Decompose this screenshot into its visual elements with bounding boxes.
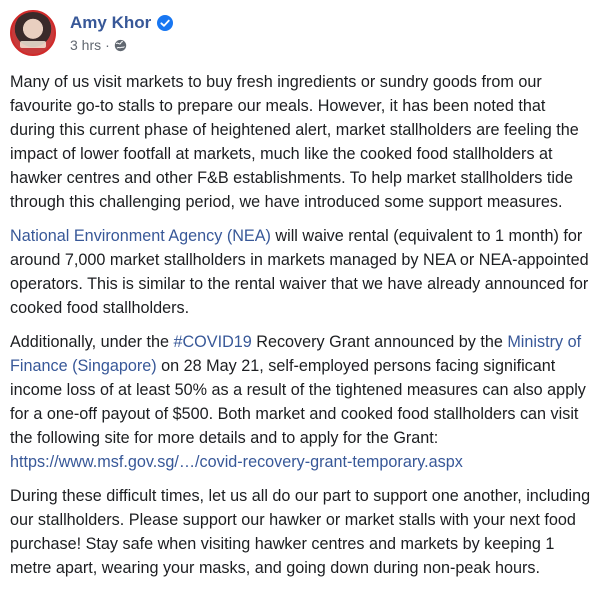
verified-badge-icon bbox=[157, 15, 173, 31]
paragraph-3-text-1: Additionally, under the bbox=[10, 333, 174, 351]
grant-url-link[interactable]: https://www.msf.gov.sg/…/covid-recovery-grant-temporary.aspx bbox=[10, 453, 463, 471]
author-name[interactable]: Amy Khor bbox=[70, 13, 152, 32]
timestamp-row bbox=[70, 37, 173, 53]
globe-icon bbox=[114, 39, 127, 52]
mof-page-link[interactable]: Ministry of Finance (Singapore) bbox=[10, 333, 582, 375]
post-paragraph-4: During these difficult times, let us all do our part to support one another, including our stallholders. Please support our hawker or market stalls with your next food purchase! Stay safe when visiting hawker centres and markets by keeping 1 metre apart, wearing your masks, and going down during non-peak hours. bbox=[10, 487, 591, 577]
post-body bbox=[10, 70, 594, 590]
covid19-hashtag-link[interactable]: #COVID19 bbox=[173, 333, 252, 351]
post-meta bbox=[70, 13, 173, 53]
nea-page-link[interactable]: National Environment Agency (NEA) bbox=[10, 227, 271, 245]
post-timestamp[interactable]: 3 hrs bbox=[70, 37, 102, 53]
post-paragraph-2 bbox=[10, 224, 594, 320]
paragraph-2-text: will waive rental (equivalent to 1 month) for around 7,000 market stallholders in markets managed by NEA or NEA-appointed operators. This is similar to the rental waiver that we have already announced for cooked food stallholders. bbox=[10, 227, 589, 317]
post-paragraph-3 bbox=[10, 330, 594, 474]
post-header bbox=[10, 8, 173, 58]
author-row bbox=[70, 13, 173, 33]
timestamp-separator: · bbox=[105, 37, 110, 53]
paragraph-3-text-2: Recovery Grant announced by the bbox=[251, 333, 508, 351]
paragraph-3-text-3: on 28 May 21, self-employed persons facing significant income loss of at least 50% as a result of the tightened measures can also apply for a one-off payout of $500. Both market and cooked food stallholders can visit the following site for more details and to apply for the Grant: bbox=[10, 357, 586, 447]
author-avatar[interactable] bbox=[10, 10, 56, 56]
post-paragraph-1: Many of us visit markets to buy fresh ingredients or sundry goods from our favourite go-to stalls to prepare our meals. However, it has been noted that during this current phase of heightened alert, market stallholders are feeling the impact of lower footfall at markets, much like the cooked food stallholders at hawker centres and other F&B establishments. To help market stallholders tide through this challenging period, we have introduced some support measures. bbox=[10, 73, 579, 211]
